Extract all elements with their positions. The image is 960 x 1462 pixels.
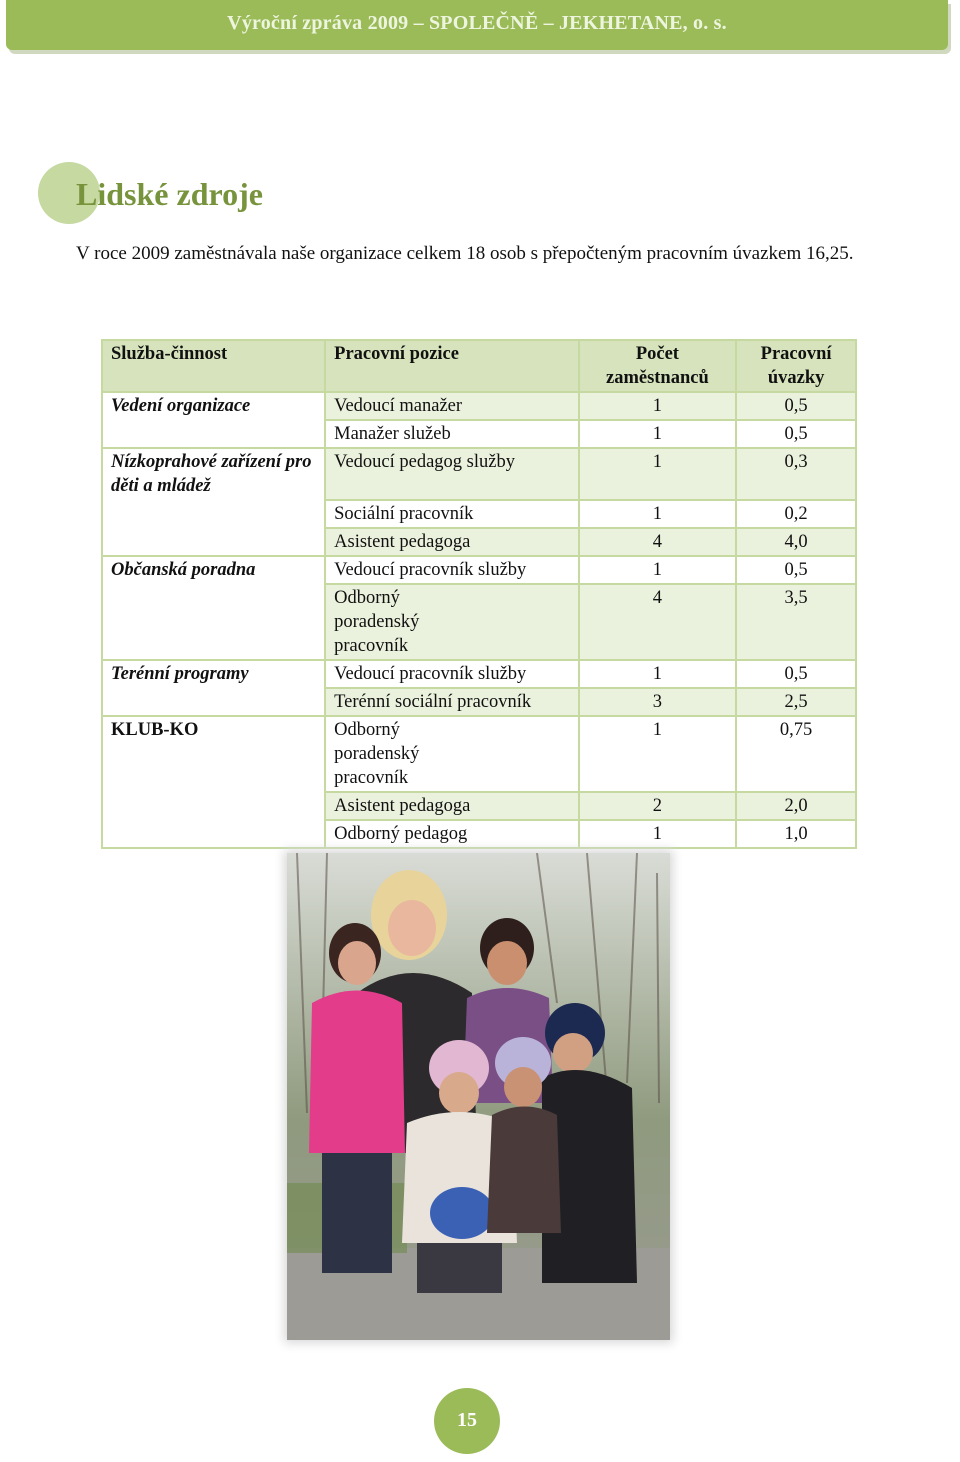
document-title: Výroční zpráva 2009 – SPOLEČNĚ – JEKHETANE, o. s. [227, 12, 727, 34]
count-cell: 2 [579, 792, 737, 820]
service-cell: Občanská poradna [102, 556, 325, 584]
table-row [102, 792, 856, 820]
table-row [102, 716, 856, 792]
count-cell: 3 [579, 688, 737, 716]
header-service: Služba-činnost [102, 340, 325, 392]
service-cell [102, 500, 325, 528]
page-number-badge [434, 1388, 500, 1454]
header-bar [6, 0, 948, 50]
header-position: Pracovní pozice [325, 340, 578, 392]
count-cell: 1 [579, 556, 737, 584]
staff-table [101, 339, 857, 849]
load-cell: 0,5 [736, 556, 856, 584]
table-row [102, 500, 856, 528]
load-cell: 0,3 [736, 448, 856, 500]
service-cell: Vedení organizace [102, 392, 325, 420]
position-cell: Odborný pedagog [325, 820, 578, 848]
table-row [102, 448, 856, 500]
count-cell: 1 [579, 660, 737, 688]
header-load: Pracovní úvazky [736, 340, 856, 392]
intro-paragraph: V roce 2009 zaměstnávala naše organizace celkem 18 osob s přepočteným pracovním úvazkem 16,25. [76, 243, 854, 264]
table-row [102, 392, 856, 420]
table-row [102, 556, 856, 584]
load-cell: 2,0 [736, 792, 856, 820]
service-cell [102, 688, 325, 716]
position-cell: Vedoucí pracovník služby [325, 556, 578, 584]
position-cell: Vedoucí pracovník služby [325, 660, 578, 688]
girl-knit-hat [487, 1037, 561, 1233]
position-cell: Manažer služeb [325, 420, 578, 448]
count-cell: 1 [579, 392, 737, 420]
table-row [102, 820, 856, 848]
count-cell: 4 [579, 584, 737, 660]
section-heading: Lidské zdroje [76, 176, 263, 212]
table-row [102, 420, 856, 448]
service-cell: Nízkoprahové zařízení pro děti a mládež [102, 448, 325, 500]
load-cell: 2,5 [736, 688, 856, 716]
table-row [102, 528, 856, 556]
service-cell [102, 820, 325, 848]
load-cell: 0,5 [736, 660, 856, 688]
load-cell: 4,0 [736, 528, 856, 556]
table-row [102, 660, 856, 688]
service-cell [102, 528, 325, 556]
load-cell: 0,75 [736, 716, 856, 792]
position-cell: Asistent pedagoga [325, 792, 578, 820]
position-cell: Vedoucí pedagog služby [325, 448, 578, 500]
load-cell: 0,5 [736, 392, 856, 420]
position-cell: Vedoucí manažer [325, 392, 578, 420]
count-cell: 1 [579, 820, 737, 848]
count-cell: 1 [579, 716, 737, 792]
count-cell: 1 [579, 420, 737, 448]
service-cell [102, 584, 325, 660]
position-cell: Odborný poradenský pracovník [325, 584, 578, 660]
load-cell: 0,5 [736, 420, 856, 448]
position-cell: Terénní sociální pracovník [325, 688, 578, 716]
page-number: 15 [457, 1409, 477, 1431]
service-cell [102, 792, 325, 820]
position-cell: Asistent pedagoga [325, 528, 578, 556]
count-cell: 4 [579, 528, 737, 556]
position-cell: Sociální pracovník [325, 500, 578, 528]
service-cell: Terénní programy [102, 660, 325, 688]
count-cell: 1 [579, 500, 737, 528]
count-cell: 1 [579, 448, 737, 500]
service-cell: KLUB-KO [102, 716, 325, 792]
load-cell: 3,5 [736, 584, 856, 660]
header-count: Počet zaměstnanců [579, 340, 737, 392]
service-cell [102, 420, 325, 448]
table-row [102, 688, 856, 716]
table-header-row [102, 340, 856, 392]
group-photo [287, 853, 670, 1340]
table-row [102, 584, 856, 660]
position-cell: Odborný poradenský pracovník [325, 716, 578, 792]
load-cell: 1,0 [736, 820, 856, 848]
load-cell: 0,2 [736, 500, 856, 528]
